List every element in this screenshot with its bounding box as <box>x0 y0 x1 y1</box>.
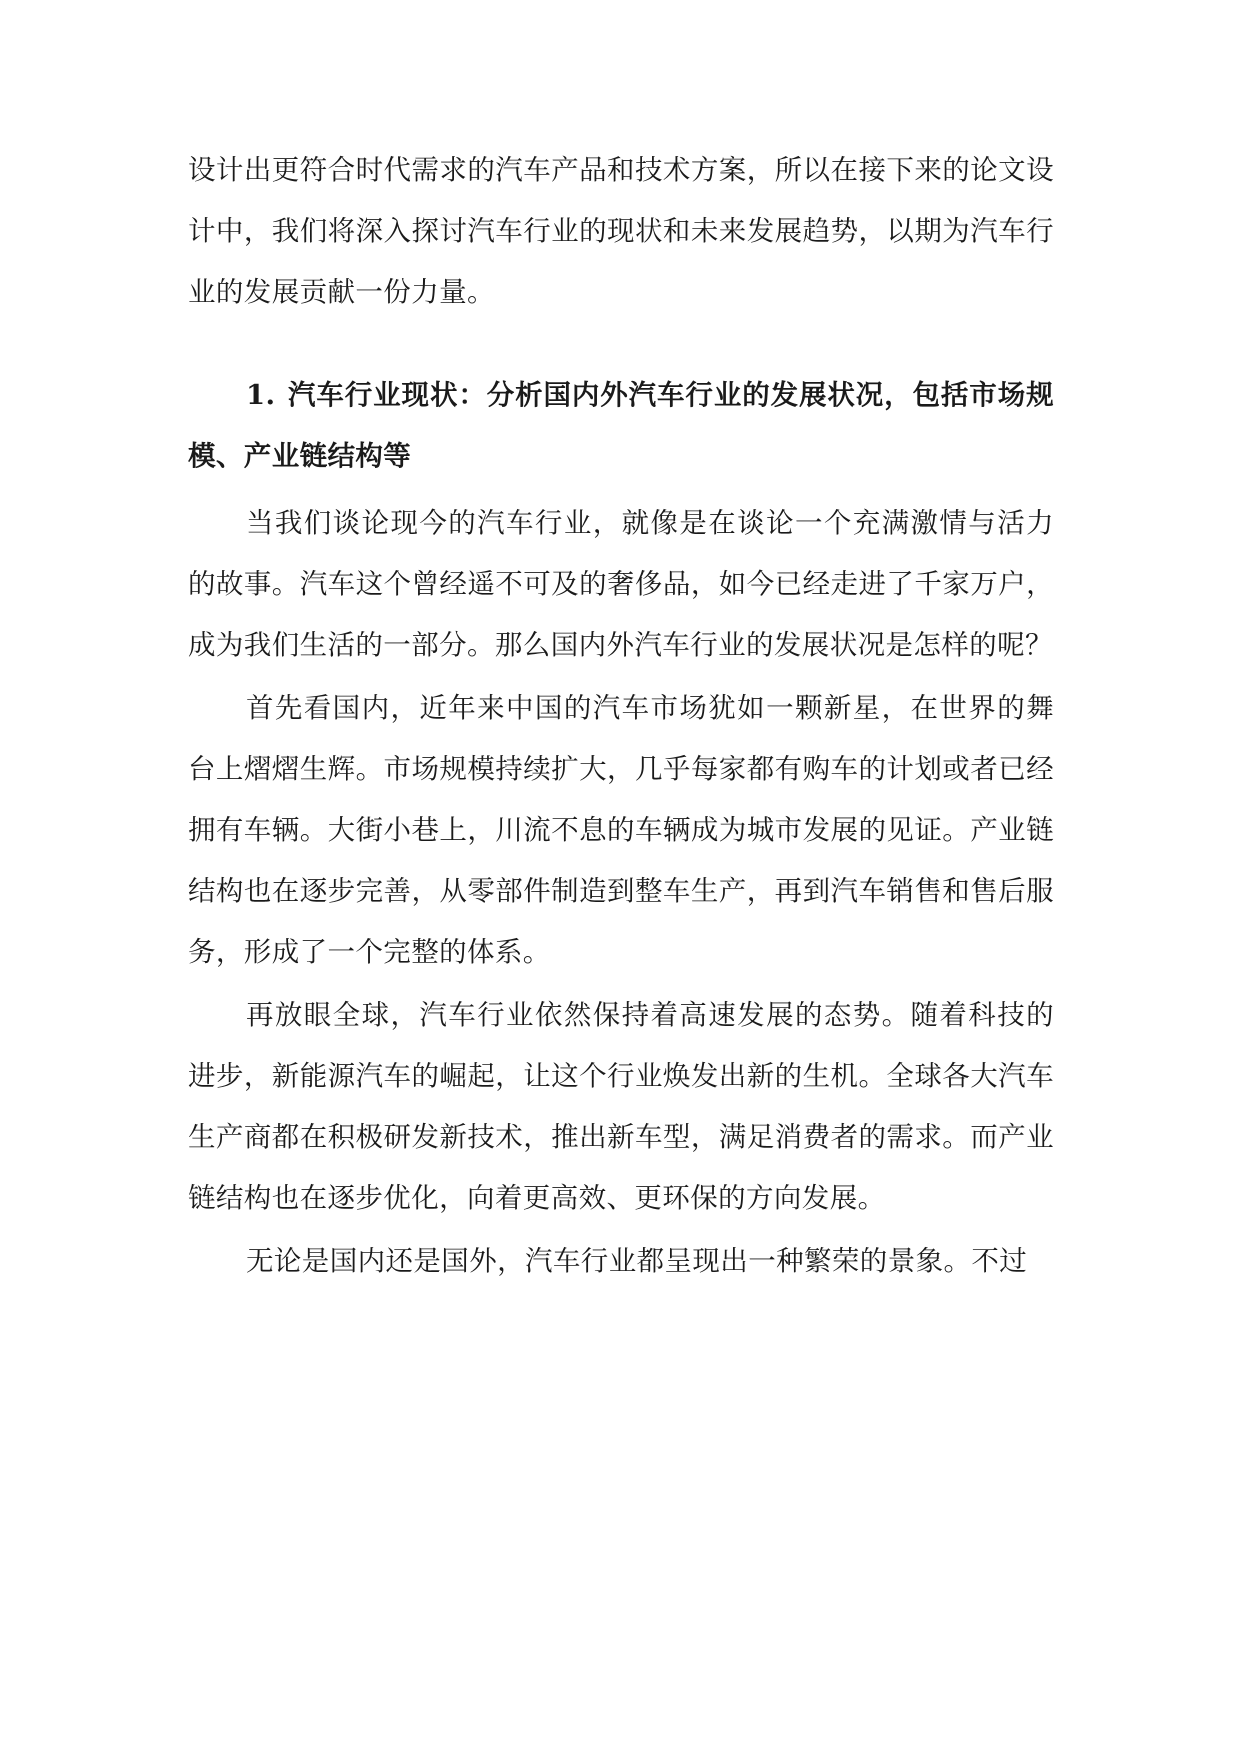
section-heading <box>188 365 1054 487</box>
document-page <box>188 140 1054 1292</box>
body-paragraph-1: 当我们谈论现今的汽车行业，就像是在谈论一个充满激情与活力的故事。汽车这个曾经遥不可及的奢侈品，如今已经走进了千家万户，成为我们生活的一部分。那么国内外汽车行业的发展状况是怎样的呢？ <box>188 507 1054 661</box>
intro-paragraph: 设计出更符合时代需求的汽车产品和技术方案，所以在接下来的论文设计中，我们将深入探讨汽车行业的现状和未来发展趋势，以期为汽车行业的发展贡献一份力量。 <box>188 154 1054 308</box>
section-title: 汽车行业现状：分析国内外汽车行业的发展状况，包括市场规模、产业链结构等 <box>188 379 1054 472</box>
section-number: 1. <box>246 379 276 411</box>
body-paragraph-2: 首先看国内，近年来中国的汽车市场犹如一颗新星，在世界的舞台上熠熠生辉。市场规模持续扩大，几乎每家都有购车的计划或者已经拥有车辆。大街小巷上，川流不息的车辆成为城市发展的见证。产业链结构也在逐步完善，从零部件制造到整车生产，再到汽车销售和售后服务，形成了一个完整的体系。 <box>188 692 1054 968</box>
body-paragraph-3: 再放眼全球，汽车行业依然保持着高速发展的态势。随着科技的进步，新能源汽车的崛起，让这个行业焕发出新的生机。全球各大汽车生产商都在积极研发新技术，推出新车型，满足消费者的需求。而产业链结构也在逐步优化，向着更高效、更环保的方向发展。 <box>188 999 1054 1214</box>
body-paragraph-4: 无论是国内还是国外，汽车行业都呈现出一种繁荣的景象。不过 <box>246 1245 1028 1277</box>
